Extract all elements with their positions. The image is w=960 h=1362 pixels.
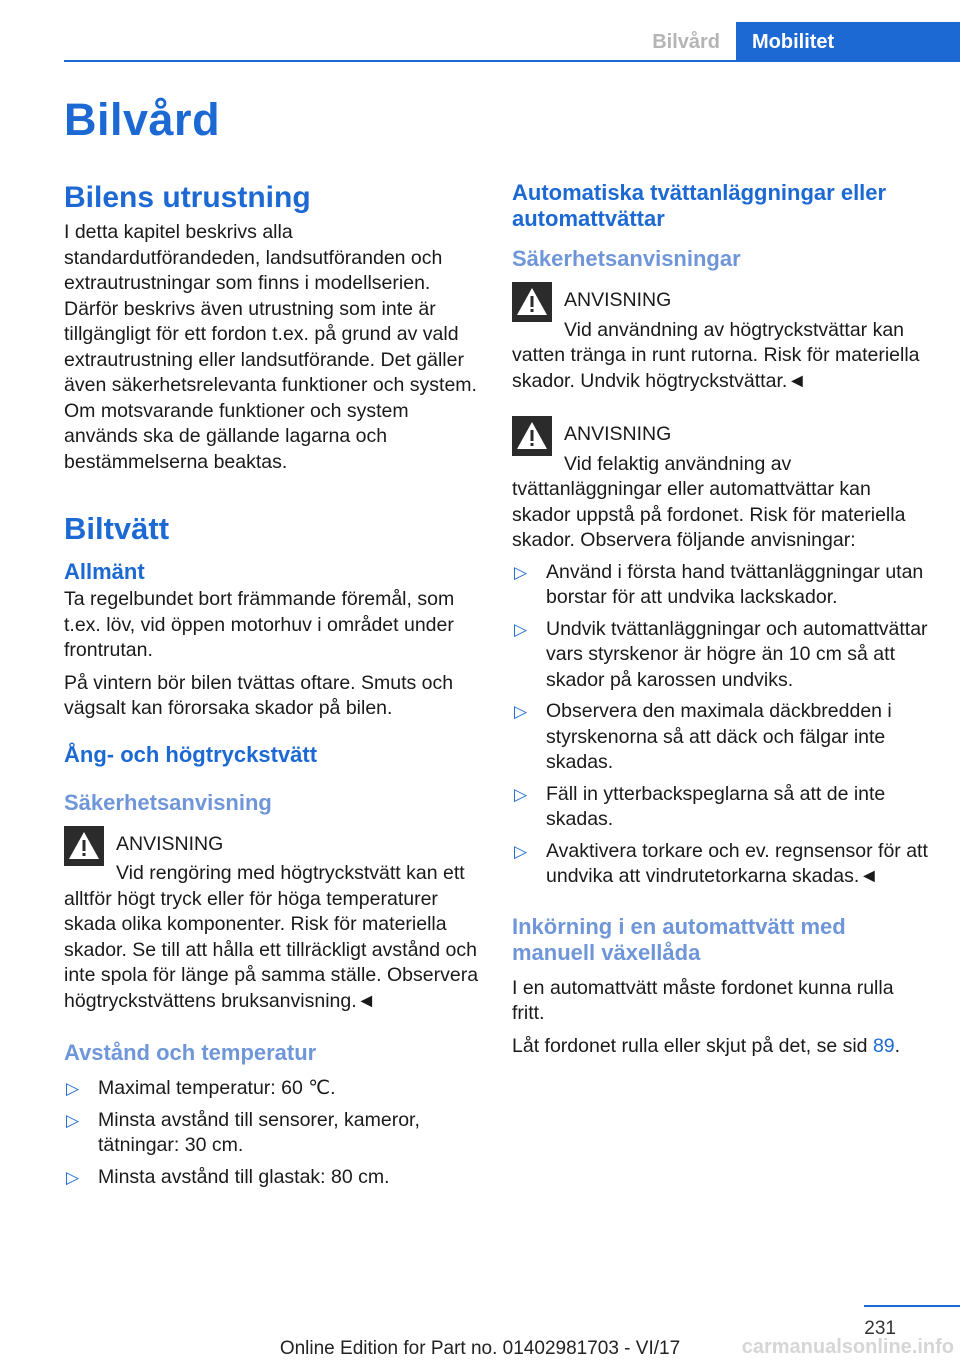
watermark: carmanualsonline.info [741, 1336, 954, 1358]
list-item [512, 839, 928, 890]
list-item [512, 560, 928, 611]
manual-paragraph-2 [512, 1034, 928, 1060]
heading-distance: Avstånd och temperatur [64, 1040, 317, 1065]
manual-paragraph-text: Låt fordonet rulla eller skjut på det, se sid [512, 1034, 873, 1057]
list-item-text: Fäll in ytterbackspeglarna så att de inte skadas. [546, 782, 886, 830]
wash-instructions-list [512, 560, 928, 890]
warning-title: ANVISNING [564, 289, 672, 311]
page-header [0, 22, 960, 62]
triangle-bullet-icon: ▷ [66, 1167, 80, 1187]
heading-car-wash: Biltvätt [64, 511, 170, 546]
list-item-text: Minsta avstånd till sensorer, kameror, tätningar: 30 cm. [98, 1108, 420, 1156]
list-item-text: Minsta avstånd till glastak: 80 cm. [98, 1165, 390, 1188]
heading-steam-wash: Ång- och högtryckstvätt [64, 741, 318, 767]
section-tab[interactable]: Bilvård [652, 31, 720, 53]
triangle-bullet-icon: ▷ [514, 784, 528, 804]
list-item [64, 1076, 480, 1102]
warning-title: ANVISNING [116, 832, 224, 855]
warning-triangle-icon [512, 416, 552, 456]
warning-title: ANVISNING [564, 423, 672, 445]
list-item-text: Undvik tvättanläggningar och automattvättar vars styrskenor är högre än 10 cm så att skador på karossen undviks. [546, 617, 928, 691]
list-item-text: Använd i första hand tvättanläggningar utan borstar för att undvika lackskador. [546, 560, 924, 608]
heading-equipment: Bilens utrustning [64, 181, 311, 214]
warning-text: Vid rengöring med högtryckstvätt kan ett alltför högt tryck eller för höga temperaturer skada olika komponenter. Risk för materiella skador. Se till att hålla ett tillräckligt avstånd och inte spola för länge på samma ställe. Observera högtryckstvättens bruksanvisning.◄ [64, 862, 479, 1012]
warning-text: Vid användning av högtryckstvättar kan vatten tränga in runt rutorna. Risk för materiella skador. Undvik högtryckstvättar.◄ [512, 318, 920, 392]
list-item [64, 1108, 480, 1159]
triangle-bullet-icon: ▷ [66, 1110, 80, 1130]
right-column [512, 180, 928, 1066]
manual-paragraph-1: I en automattvätt måste fordonet kunna rulla fritt. [512, 976, 894, 1024]
heading-safety-notes: Säkerhetsanvisningar [512, 246, 741, 271]
list-item-text: Maximal temperatur: 60 ℃. [98, 1077, 336, 1099]
triangle-bullet-icon: ▷ [514, 841, 528, 861]
warning-block [512, 416, 928, 554]
heading-manual-gearbox: Inkörning i en automattvätt med manuell växellåda [512, 913, 846, 965]
manual-paragraph-end: . [894, 1034, 901, 1057]
edition-footer: Online Edition for Part no. 01402981703 - VI/17 [279, 1338, 681, 1359]
equipment-paragraph: I detta kapitel beskrivs alla standardutförandeden, landsutföranden och extrautrustningar som finns i modellserien. Därför beskrivs även utrustning som inte är tillgängligt för ett fordon t.ex. på grund av vald extrautrustning eller landsutförande. Det gäller även säkerhetsrelevanta funktioner och system. Om motsvarande funktioner och system används ska de gällande lagarna och bestämmelserna beaktas. [64, 221, 477, 473]
triangle-bullet-icon: ▷ [514, 562, 528, 582]
warning-block [512, 282, 928, 394]
left-column [64, 180, 480, 1202]
triangle-bullet-icon: ▷ [66, 1079, 80, 1098]
list-item-text: Observera den maximala däckbredden i styrskenorna så att däck och fälgar inte skadas. [546, 700, 892, 773]
heading-automatic-wash: Automatiska tvättanläggningar eller automattvättar [512, 180, 887, 231]
chapter-tab[interactable]: Mobilitet [736, 22, 960, 62]
warning-text: Vid felaktig användning av tvättanläggningar eller automattvättar kan skador uppstå på fordonet. Risk för materiella skador. Observera följande anvisningar: [512, 452, 906, 551]
list-item [512, 699, 928, 776]
heading-safety-note: Säkerhetsanvisning [64, 789, 272, 815]
page-reference-link[interactable]: 89 [872, 1034, 895, 1057]
heading-general: Allmänt [64, 559, 145, 584]
warning-block [64, 826, 480, 1015]
list-item-text: Avaktivera torkare och ev. regnsensor för att undvika att vindrutetorkarna skadas.◄ [546, 839, 928, 887]
general-paragraph-1: Ta regelbundet bort främmande föremål, som t.ex. löv, vid öppen motorhuv i området under frontrutan. [64, 588, 455, 661]
page-title: Bilvård [64, 94, 221, 145]
page-number: 231 [864, 1318, 896, 1339]
triangle-bullet-icon: ▷ [514, 702, 528, 721]
list-item [512, 617, 928, 694]
header-divider [64, 60, 960, 62]
list-item [512, 782, 928, 833]
triangle-bullet-icon: ▷ [514, 619, 528, 639]
list-item [64, 1165, 480, 1191]
footer-divider [864, 1305, 960, 1307]
warning-triangle-icon [64, 826, 104, 866]
general-paragraph-2: På vintern bör bilen tvättas oftare. Smuts och vägsalt kan förorsaka skador på bilen. [64, 671, 454, 719]
warning-triangle-icon [512, 282, 552, 322]
distance-list [64, 1076, 480, 1190]
